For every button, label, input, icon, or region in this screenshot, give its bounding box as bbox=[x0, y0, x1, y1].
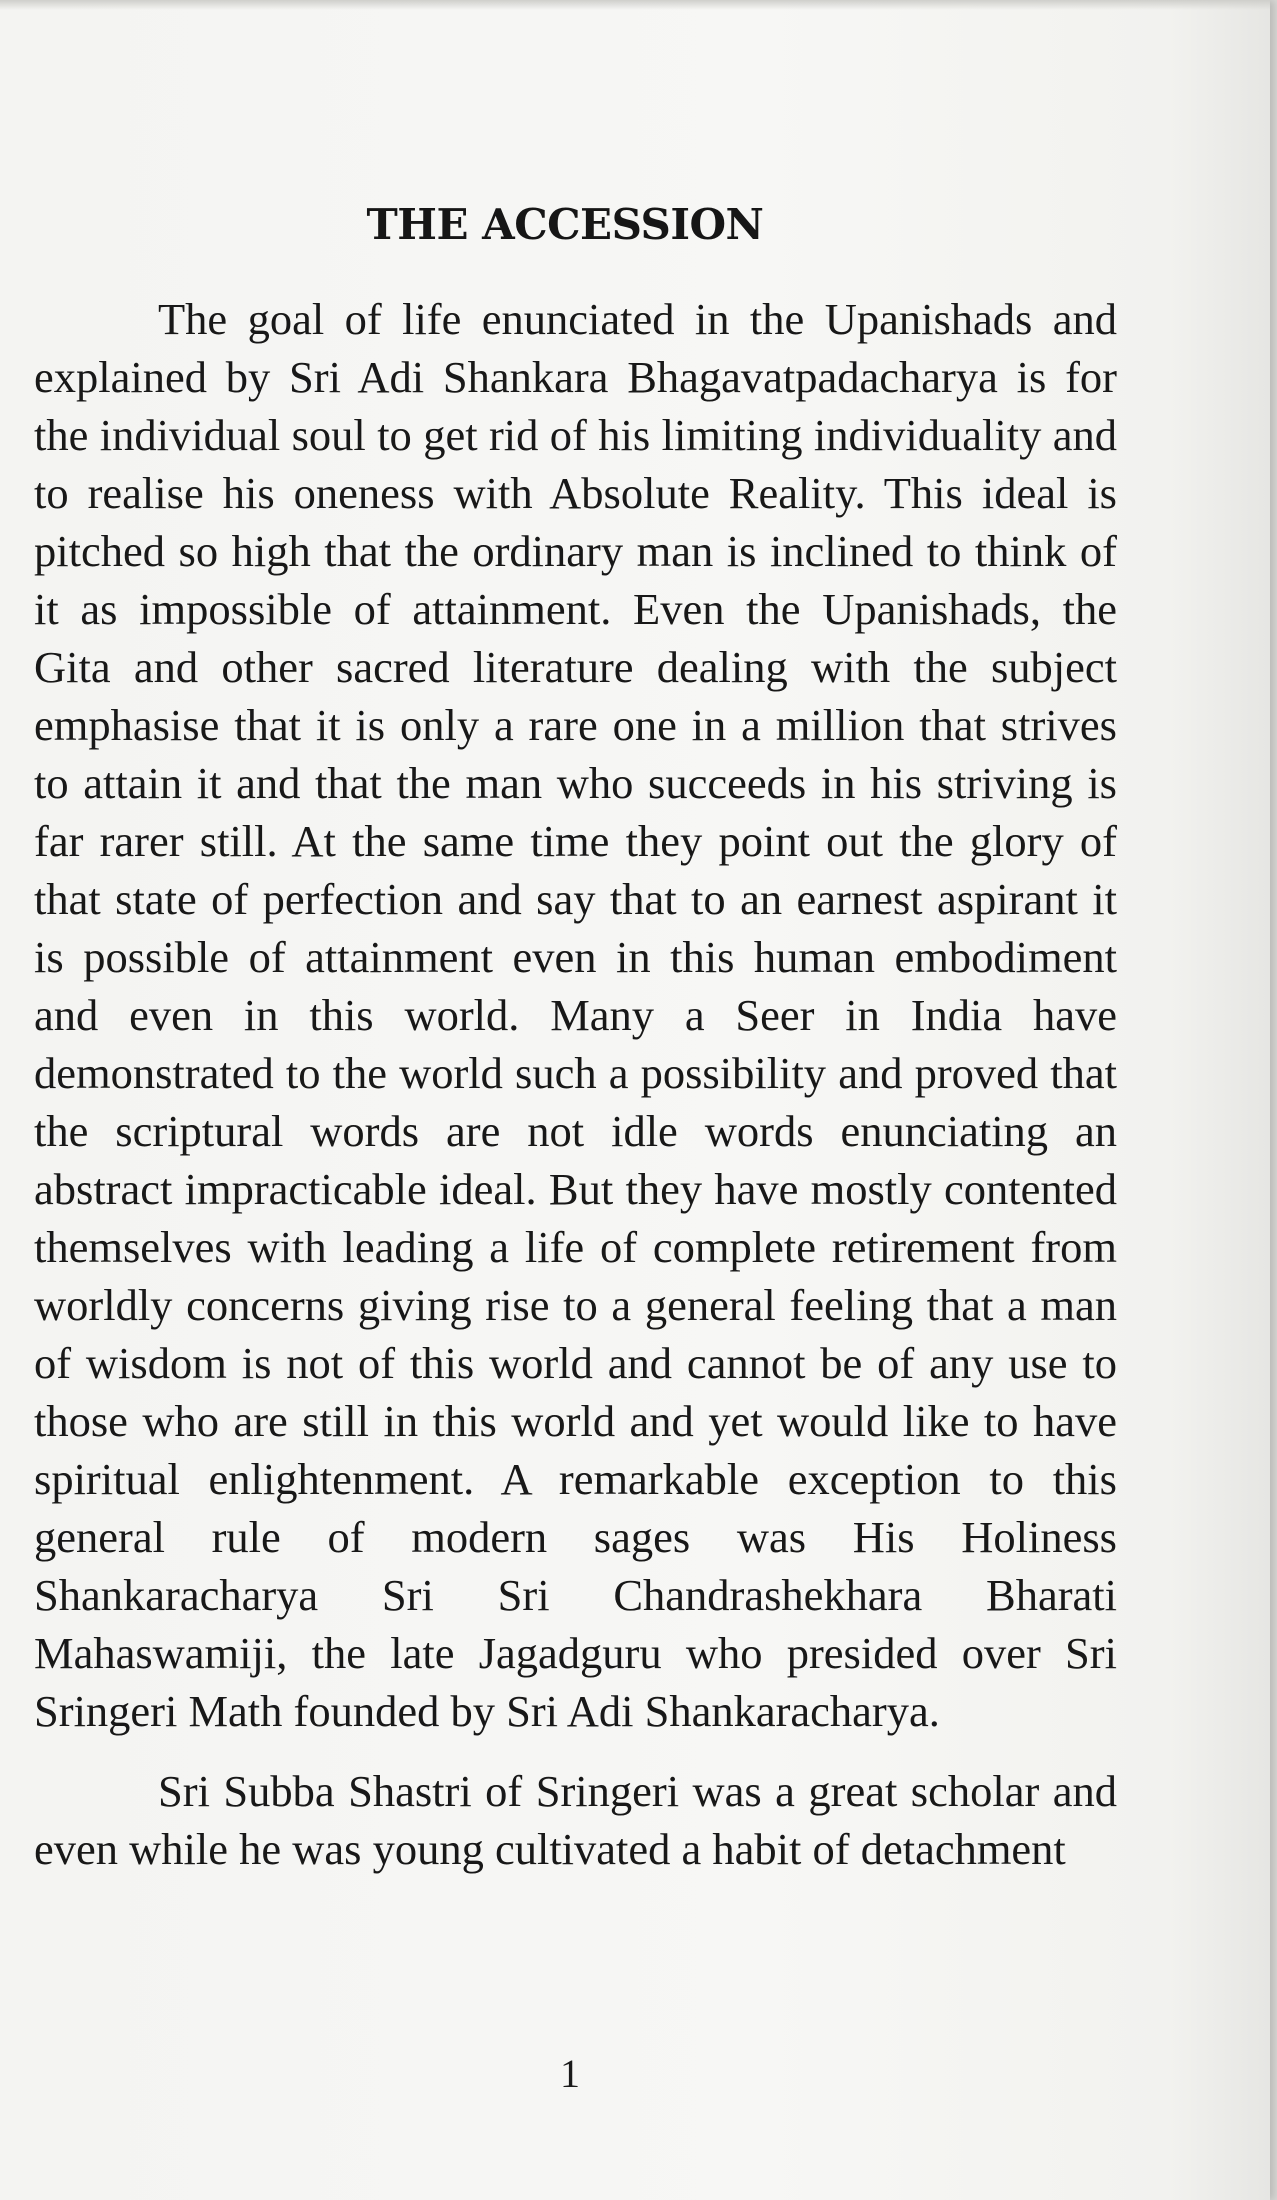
chapter-body bbox=[34, 290, 1117, 1878]
page-top-shadow bbox=[0, 0, 1270, 10]
paragraph-1: The goal of life enunciated in the Upanishads and explained by Sri Adi Shankara Bhagavatpadacharya is for the individual soul to get rid of his limiting individuality and to realise his oneness with Absolute Reality. This ideal is pitched so high that the ordinary man is inclined to think of it as impossible of attainment. Even the Upanishads, the Gita and other sacred literature dealing with the subject emphasise that it is only a rare one in a million that strives to attain it and that the man who succeeds in his striving is far rarer still. At the same time they point out the glory of that state of perfection and say that to an earnest aspirant it is possible of attainment even in this human embodiment and even in this world. Many a Seer in India have demonstrated to the world such a possibility and proved that the scriptural words are not idle words enunciating an abstract impracticable ideal. But they have mostly contented themselves with leading a life of complete retirement from worldly concerns giving rise to a general feeling that a man of wisdom is not of this world and cannot be of any use to those who are still in this world and yet would like to have spiritual enlightenment. A remarkable exception to this general rule of modern sages was His Holiness Shankaracharya Sri Sri Chandrashekhara Bharati Mahaswamiji, the late Jagadguru who presided over Sri Sringeri Math founded by Sri Adi Shankaracharya. bbox=[34, 294, 1117, 1736]
page-number: 1 bbox=[560, 2051, 580, 2096]
paragraph-2: Sri Subba Shastri of Sringeri was a great scholar and even while he was young cultivated a habit of detachment bbox=[34, 1766, 1117, 1874]
chapter-title: THE ACCESSION bbox=[366, 200, 764, 249]
